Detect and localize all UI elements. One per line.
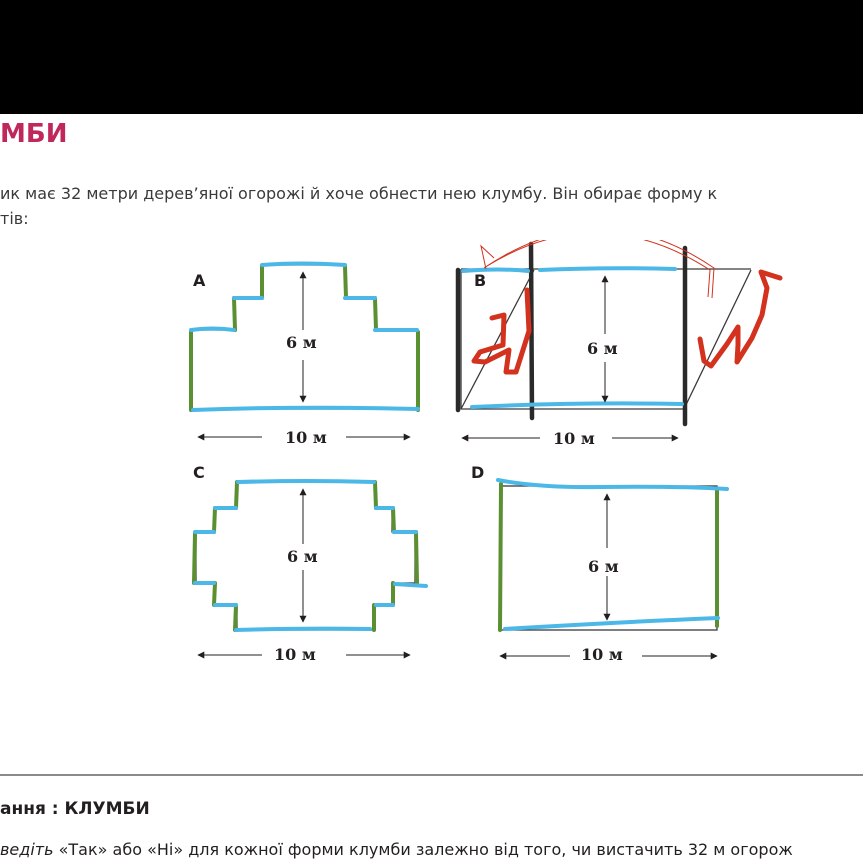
intro-line-2: тів: xyxy=(0,209,29,228)
shape-b xyxy=(458,240,780,448)
question-verb: ведіть xyxy=(0,840,54,859)
shape-d-blue-marks xyxy=(498,480,727,629)
shape-b-width-label: 10 м xyxy=(553,429,595,448)
question-rest: «Так» або «Ні» для кожної форми клумби залежно від того, чи вистачить 32 м огорож xyxy=(53,840,793,859)
flowerbed-figure xyxy=(0,240,863,680)
shape-a xyxy=(191,264,418,448)
shape-d-height-label: 6 м xyxy=(588,557,619,576)
intro-text xyxy=(0,181,863,231)
shape-b-label: B xyxy=(474,271,487,290)
shape-c-width-label: 10 м xyxy=(274,645,316,664)
shape-d xyxy=(471,463,727,664)
shape-d-width-label: 10 м xyxy=(581,645,623,664)
shape-c-height-label: 6 м xyxy=(287,547,318,566)
shape-d-label: D xyxy=(471,463,485,482)
intro-line-1: ик має 32 метри дерев’яної огорожі й хоче обнести нею клумбу. Він обирає форму к xyxy=(0,184,718,203)
shape-b-height-label: 6 м xyxy=(587,339,618,358)
shape-b-blue-marks xyxy=(463,268,682,407)
shape-a-label: A xyxy=(193,271,206,290)
section-divider xyxy=(0,774,863,776)
question-text xyxy=(0,840,793,859)
shape-c-label: C xyxy=(193,463,205,482)
shape-b-red-marks xyxy=(474,272,780,372)
top-black-bar xyxy=(0,0,863,114)
question-title: ання : КЛУМБИ xyxy=(0,799,150,819)
shape-a-height-label: 6 м xyxy=(286,333,317,352)
shape-c xyxy=(193,463,426,664)
shape-a-width-label: 10 м xyxy=(285,428,327,447)
page-title: МБИ xyxy=(0,119,68,149)
